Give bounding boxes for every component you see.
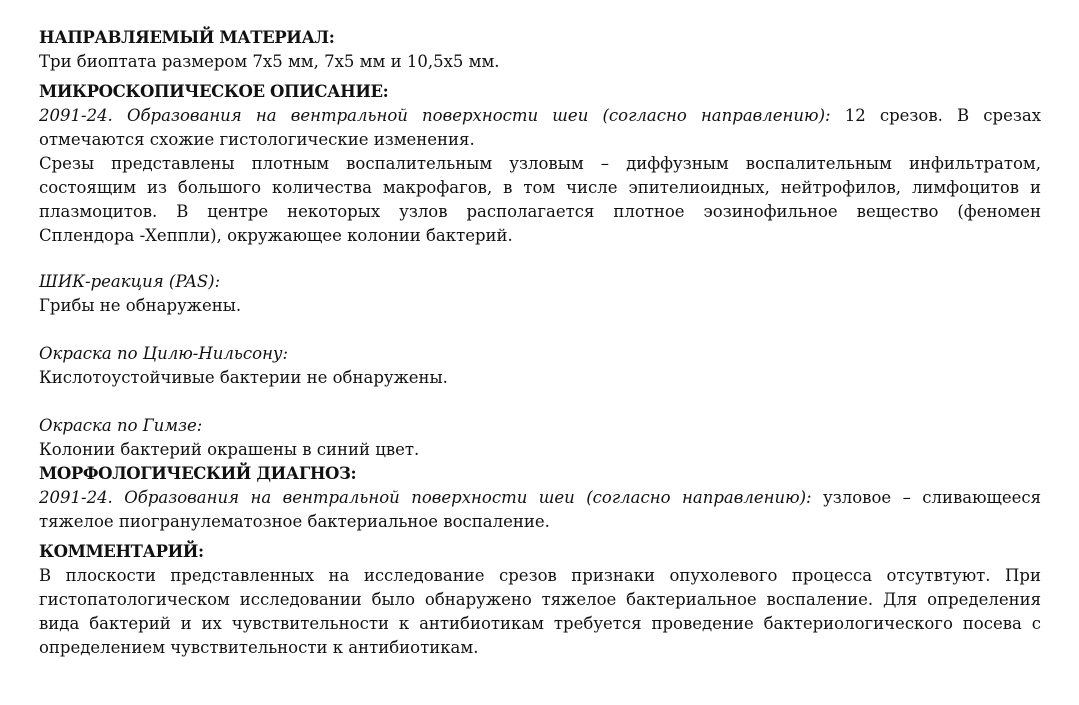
pas-result: Грибы не обнаружены. [39,296,242,315]
microscopic-intro-line [39,104,1041,128]
diagnosis-intro-italic: 2091-24. Образования на вентральной поверхности шеи (согласно направлению): [39,488,812,507]
microscopic-intro-line2: отмечаются схожие гистологические изменения. [39,130,475,149]
comment-line1: В плоскости представленных на исследование срезов признаки опухолевого процесса отсутвтуют. При [39,566,1041,585]
diagnosis-heading: МОРФОЛОГИЧЕСКИЙ ДИАГНОЗ: [39,464,357,483]
diagnosis-intro-line [39,486,1041,510]
comment-heading: КОММЕНТАРИЙ: [39,542,204,561]
ziehl-neelsen-result: Кислотоустойчивые бактерии не обнаружены. [39,368,448,387]
microscopic-body-line4: Сплендора -Хеппли), окружающее колонии бактерий. [39,226,513,245]
pas-title: ШИК-реакция (PAS): [39,272,221,291]
material-text: Три биоптата размером 7х5 мм, 7х5 мм и 10,5х5 мм. [39,52,500,71]
comment-line3: вида бактерий и их чувствительности к антибиотикам требуется проведение бактериологического посева с [39,614,1041,633]
diagnosis-line2: тяжелое пиогранулематозное бактериальное воспаление. [39,512,550,531]
diagnosis-intro-rest: узловое – сливающееся [811,488,1042,507]
microscopic-body-line3: плазмоцитов. В центре некоторых узлов располагается плотное эозинофильное вещество (феномен [39,202,1041,221]
material-heading: НАПРАВЛЯЕМЫЙ МАТЕРИАЛ: [39,28,335,47]
microscopic-heading: МИКРОСКОПИЧЕСКОЕ ОПИСАНИЕ: [39,82,389,101]
comment-line2: гистопатологическом исследовании было обнаружено тяжелое бактериальное воспаление. Для определения [39,590,1041,609]
microscopic-intro-italic: 2091-24. Образования на вентральной поверхности шеи (согласно направлению): [39,106,831,125]
ziehl-neelsen-title: Окраска по Цилю-Нильсону: [39,344,289,363]
microscopic-body-line2: состоящим из большого количества макрофагов, в том числе эпителиоидных, нейтрофилов, лимфоцитов и [39,178,1041,197]
giemsa-title: Окраска по Гимзе: [39,416,203,435]
comment-line4: определением чувствительности к антибиотикам. [39,638,479,657]
microscopic-intro-rest: 12 срезов. В срезах [830,106,1041,125]
report-document [39,26,1041,660]
giemsa-result: Колонии бактерий окрашены в синий цвет. [39,440,420,459]
microscopic-body-line1: Срезы представлены плотным воспалительным узловым – диффузным воспалительным инфильтратом, [39,154,1041,173]
